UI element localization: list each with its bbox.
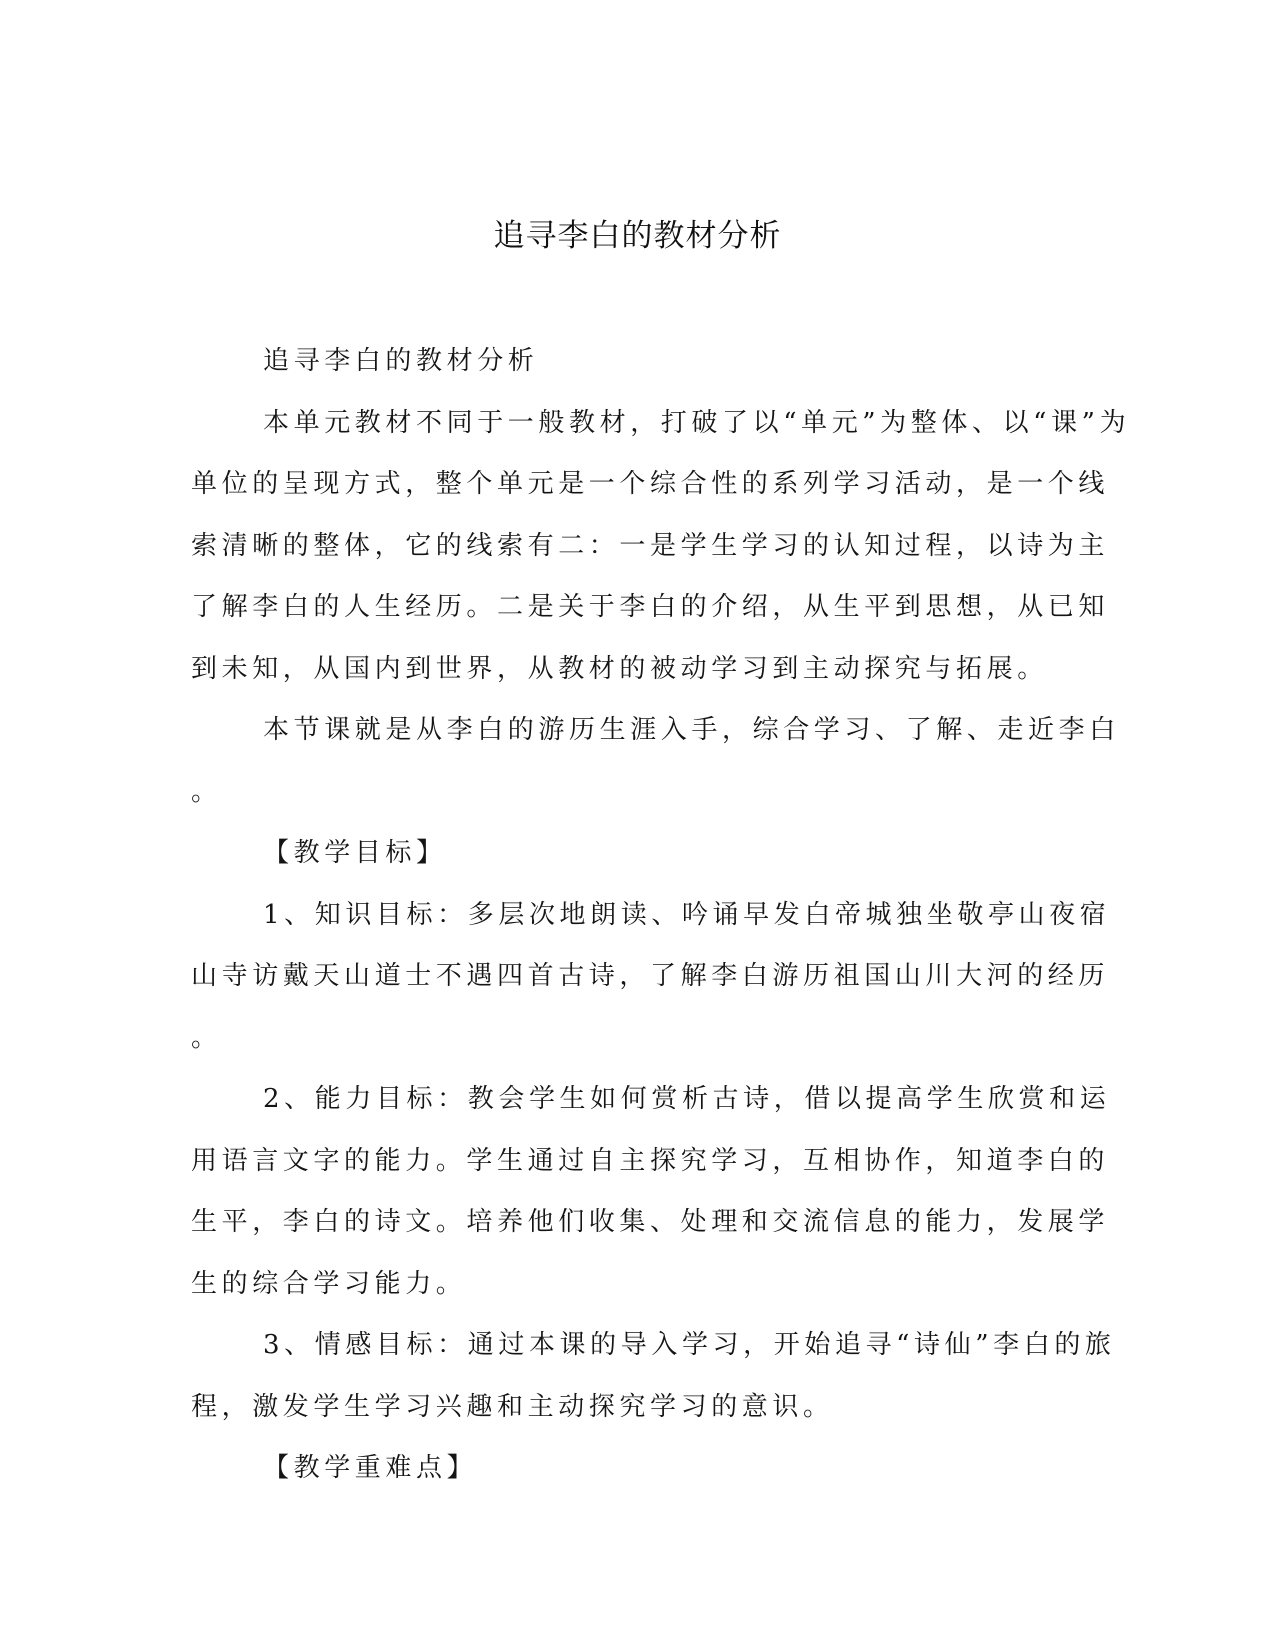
- paragraph-line: 生平，李白的诗文。培养他们收集、处理和交流信息的能力，发展学: [191, 1207, 1110, 1237]
- paragraph-line: 。: [191, 1022, 222, 1053]
- paragraph-line: 用语言文字的能力。学生通过自主探究学习，互相协作，知道李白的: [191, 1145, 1110, 1176]
- paragraph-line: 程，激发学生学习兴趣和主动探究学习的意识。: [191, 1391, 834, 1422]
- paragraph-line: 单位的呈现方式，整个单元是一个综合性的系列学习活动，是一个线: [191, 469, 1110, 499]
- list-item-emotion-goal: 3、情感目标：通过本课的导入学习，开始追寻“诗仙”李白的旅: [263, 1330, 1116, 1360]
- document-title: 追寻李白的教材分析: [493, 218, 782, 254]
- paragraph-line: 了解李白的人生经历。二是关于李白的介绍，从生平到思想，从已知: [191, 592, 1110, 622]
- paragraph-line: 本单元教材不同于一般教材，打破了以“单元”为整体、以“课”为: [263, 407, 1131, 438]
- list-item-ability-goal: 2、能力目标：教会学生如何赏析古诗，借以提高学生欣赏和运: [263, 1084, 1111, 1114]
- section-heading-key-difficulties: 【教学重难点】: [263, 1453, 478, 1483]
- paragraph-line: 到未知，从国内到世界，从教材的被动学习到主动探究与拓展。: [191, 653, 1048, 684]
- section-heading-teaching-goals: 【教学目标】: [263, 838, 447, 868]
- document-body: [191, 331, 1131, 1500]
- paragraph-line: 本节课就是从李白的游历生涯入手，综合学习、了解、走近李白: [263, 715, 1120, 745]
- paragraph-line: 索清晰的整体，它的线索有二：一是学生学习的认知过程，以诗为主: [191, 530, 1110, 561]
- paragraph-line-subtitle: 追寻李白的教材分析: [263, 346, 539, 376]
- list-item-knowledge-goal: 1、知识目标：多层次地朗读、吟诵早发白帝城独坐敬亭山夜宿: [263, 899, 1111, 930]
- paragraph-line: 生的综合学习能力。: [191, 1268, 467, 1299]
- paragraph-line: 。: [191, 776, 222, 807]
- paragraph-line: 山寺访戴天山道士不遇四首古诗，了解李白游历祖国山川大河的经历: [191, 961, 1110, 991]
